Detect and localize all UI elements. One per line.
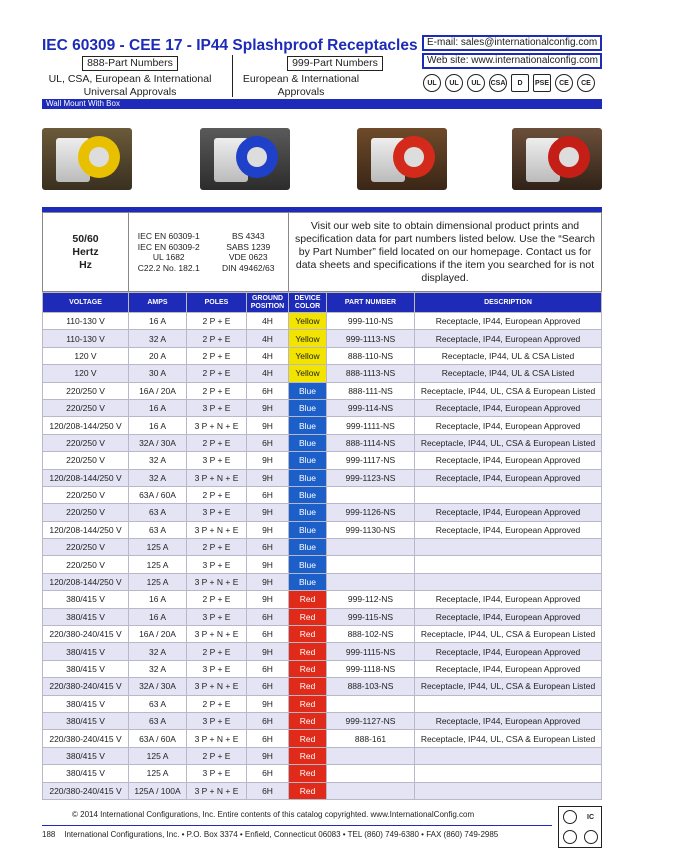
table-row [43,660,602,677]
cell-voltage: 380/415 V [43,591,129,608]
cell-poles: 3 P + E [187,660,247,677]
cell-voltage: 220/380-240/415 V [43,678,129,695]
table-row [43,782,602,799]
cell-description: Receptacle, IP44, UL & CSA Listed [415,365,602,382]
cell-poles: 3 P + E [187,504,247,521]
col-header-device-color: DEVICE COLOR [289,293,327,313]
cell-voltage: 220/250 V [43,539,129,556]
cell-ground-position: 6H [247,678,289,695]
cell-description: Receptacle, IP44, European Approved [415,330,602,347]
cell-device-color: Red [289,591,327,608]
info-header [42,212,602,292]
cell-amps: 125 A [129,747,187,764]
cell-device-color: Red [289,730,327,747]
cell-ground-position: 9H [247,573,289,590]
table-row [43,556,602,573]
cell-part-number [327,747,415,764]
cell-device-color: Blue [289,452,327,469]
table-row [43,712,602,729]
website-note: Visit our web site to obtain dimensional product prints and specification data for part numbers listed below. Use the “Search by Part Number” field located on our homepage. Contact us for data sheets and specifications if the item you searched for is not displayed. [295,219,595,284]
cert-mark-icon: UL [445,74,463,92]
cert-mark-icon: CSA [489,74,507,92]
cell-description: Receptacle, IP44, European Approved [415,521,602,538]
cell-poles: 3 P + N + E [187,573,247,590]
cell-poles: 3 P + E [187,608,247,625]
cell-voltage: 220/380-240/415 V [43,730,129,747]
cell-voltage: 380/415 V [43,608,129,625]
cell-poles: 3 P + E [187,452,247,469]
cell-part-number[interactable]: 999-115-NS [327,608,415,625]
standards-cell [129,213,289,291]
website-box[interactable]: Web site: www.internationalconfig.com [422,53,602,69]
pn-999-label: 999-Part Numbers [287,56,383,71]
col-header-poles: POLES [187,293,247,313]
header-divider [232,55,233,97]
cell-amps: 16 A [129,313,187,330]
plug-face-icon [584,830,598,844]
cell-part-number[interactable]: 888-111-NS [327,382,415,399]
cell-part-number[interactable]: 888-1114-NS [327,434,415,451]
table-row [43,399,602,416]
cell-device-color: Red [289,626,327,643]
cell-amps: 32 A [129,330,187,347]
cell-part-number [327,782,415,799]
cell-voltage: 120/208-144/250 V [43,417,129,434]
cell-ground-position: 9H [247,452,289,469]
red-receptacle-photo [512,128,602,190]
cell-device-color: Blue [289,399,327,416]
cell-amps: 16 A [129,399,187,416]
cell-part-number [327,765,415,782]
cell-ground-position: 9H [247,417,289,434]
cell-voltage: 220/250 V [43,434,129,451]
cell-voltage: 120/208-144/250 V [43,521,129,538]
cell-poles: 3 P + N + E [187,730,247,747]
cell-poles: 3 P + N + E [187,626,247,643]
table-row [43,486,602,503]
cell-device-color: Blue [289,573,327,590]
cell-poles: 3 P + E [187,556,247,573]
cell-amps: 125 A [129,556,187,573]
cell-part-number[interactable]: 888-1113-NS [327,365,415,382]
cell-poles: 2 P + E [187,382,247,399]
cell-ground-position: 9H [247,695,289,712]
cell-amps: 32A / 30A [129,678,187,695]
cell-voltage: 120 V [43,347,129,364]
cell-description: Receptacle, IP44, UL, CSA & European Listed [415,382,602,399]
table-row [43,504,602,521]
cell-device-color: Red [289,678,327,695]
cell-voltage: 380/415 V [43,765,129,782]
cell-ground-position: 9H [247,556,289,573]
cell-device-color: Blue [289,382,327,399]
cell-description [415,695,602,712]
plug-face-icon [563,810,577,824]
cell-ground-position: 6H [247,382,289,399]
table-header-row [43,293,602,313]
cell-device-color: Red [289,695,327,712]
cell-ground-position: 9H [247,747,289,764]
table-row [43,626,602,643]
cell-part-number[interactable]: 888-103-NS [327,678,415,695]
pn-888-approvals: UL, CSA, European & International Universal Approvals [48,73,212,98]
cell-device-color: Blue [289,434,327,451]
table-row [43,591,602,608]
footer-divider [42,825,552,826]
cell-device-color: Yellow [289,365,327,382]
cell-ground-position: 6H [247,765,289,782]
cell-voltage: 380/415 V [43,712,129,729]
frequency-cell: 50/60 Hertz Hz [43,213,129,291]
standards-right: BS 4343 SABS 1239 VDE 0623 DIN 49462/63 [222,231,275,273]
table-row [43,365,602,382]
table-row [43,469,602,486]
cell-device-color: Blue [289,539,327,556]
cell-description: Receptacle, IP44, European Approved [415,608,602,625]
cell-amps: 63A / 60A [129,486,187,503]
table-row [43,313,602,330]
cell-description: Receptacle, IP44, UL, CSA & European Listed [415,678,602,695]
cell-poles: 3 P + E [187,399,247,416]
table-row [43,747,602,764]
cell-part-number[interactable]: 888-110-NS [327,347,415,364]
standards-left: IEC EN 60309-1 IEC EN 60309-2 UL 1682 C22.2 No. 182.1 [137,231,200,273]
cell-amps: 16 A [129,608,187,625]
cell-ground-position: 6H [247,730,289,747]
cell-ground-position: 4H [247,365,289,382]
cell-amps: 125A / 100A [129,782,187,799]
table-row [43,643,602,660]
pn-888-label: 888-Part Numbers [82,56,178,71]
cell-ground-position: 6H [247,660,289,677]
table-row [43,573,602,590]
cell-voltage: 120/208-144/250 V [43,469,129,486]
cell-poles: 2 P + E [187,747,247,764]
cell-voltage: 220/380-240/415 V [43,782,129,799]
cell-description: Receptacle, IP44, UL, CSA & European Listed [415,730,602,747]
cell-voltage: 110-130 V [43,330,129,347]
email-box[interactable]: E-mail: sales@internationalconfig.com [422,35,602,51]
cell-description: Receptacle, IP44, European Approved [415,504,602,521]
certification-marks [423,71,595,95]
cell-device-color: Red [289,608,327,625]
cell-description [415,486,602,503]
cell-ground-position: 6H [247,782,289,799]
cell-ground-position: 6H [247,712,289,729]
cell-poles: 2 P + E [187,486,247,503]
cell-part-number[interactable]: 999-1118-NS [327,660,415,677]
cell-description: Receptacle, IP44, European Approved [415,417,602,434]
cell-amps: 16 A [129,417,187,434]
table-row [43,347,602,364]
cell-voltage: 220/250 V [43,382,129,399]
cell-amps: 125 A [129,573,187,590]
cell-amps: 16 A [129,591,187,608]
cell-description: Receptacle, IP44, UL & CSA Listed [415,347,602,364]
cert-mark-icon: UL [467,74,485,92]
cell-part-number[interactable]: 999-1123-NS [327,469,415,486]
cell-amps: 16A / 20A [129,626,187,643]
cell-part-number [327,573,415,590]
yellow-receptacle-photo [42,128,132,190]
cell-part-number[interactable]: 999-114-NS [327,399,415,416]
table-row [43,330,602,347]
cell-ground-position: 9H [247,643,289,660]
cell-description [415,765,602,782]
table-row [43,730,602,747]
cell-voltage: 220/250 V [43,504,129,521]
red-receptacle-photo [357,128,447,190]
table-row [43,539,602,556]
cell-amps: 32 A [129,643,187,660]
cell-ground-position: 6H [247,626,289,643]
cell-ground-position: 6H [247,486,289,503]
cell-device-color: Blue [289,486,327,503]
cell-part-number[interactable]: 999-1117-NS [327,452,415,469]
cell-description [415,573,602,590]
ic-logo-icon [558,806,602,848]
cell-device-color: Yellow [289,313,327,330]
cell-description: Receptacle, IP44, European Approved [415,660,602,677]
cell-poles: 3 P + N + E [187,782,247,799]
cell-amps: 32A / 30A [129,434,187,451]
cell-description: Receptacle, IP44, European Approved [415,313,602,330]
cell-amps: 63A / 60A [129,730,187,747]
cert-mark-icon: UL [423,74,441,92]
cell-description: Receptacle, IP44, European Approved [415,591,602,608]
cell-voltage: 220/250 V [43,486,129,503]
cell-ground-position: 4H [247,347,289,364]
cell-description: Receptacle, IP44, UL, CSA & European Listed [415,434,602,451]
col-header-voltage: VOLTAGE [43,293,129,313]
cell-voltage: 120/208-144/250 V [43,573,129,590]
cell-amps: 30 A [129,365,187,382]
cell-voltage: 380/415 V [43,660,129,677]
cell-part-number[interactable]: 999-1115-NS [327,643,415,660]
footer-address [42,830,498,839]
cert-mark-icon: PSE [533,74,551,92]
cell-part-number[interactable]: 999-112-NS [327,591,415,608]
cell-device-color: Blue [289,417,327,434]
table-row [43,695,602,712]
cell-device-color: Red [289,765,327,782]
cell-voltage: 220/250 V [43,452,129,469]
table-row [43,765,602,782]
cert-mark-icon: CE [555,74,573,92]
cell-description: Receptacle, IP44, European Approved [415,712,602,729]
cell-voltage: 120 V [43,365,129,382]
cell-poles: 2 P + E [187,365,247,382]
cell-ground-position: 9H [247,591,289,608]
cell-poles: 3 P + N + E [187,417,247,434]
cell-amps: 32 A [129,469,187,486]
cert-mark-icon: D [511,74,529,92]
cell-part-number[interactable]: 999-1127-NS [327,712,415,729]
cell-poles: 3 P + N + E [187,678,247,695]
cell-device-color: Blue [289,469,327,486]
cell-amps: 63 A [129,504,187,521]
cert-mark-icon: CE [577,74,595,92]
page-number: 188 [42,830,56,839]
cell-ground-position: 4H [247,313,289,330]
cell-description [415,747,602,764]
pn-999-approvals: European & International Approvals [242,73,360,98]
cell-ground-position: 9H [247,521,289,538]
company-address: International Configurations, Inc. • P.O. Box 3374 • Enfield, Connecticut 06083 • TEL (860) 749-6380 • FAX (860) 749-2985 [64,830,499,839]
cell-device-color: Blue [289,521,327,538]
cell-description [415,556,602,573]
cell-voltage: 380/415 V [43,695,129,712]
cell-ground-position: 6H [247,434,289,451]
cell-amps: 125 A [129,765,187,782]
cell-device-color: Red [289,643,327,660]
receptacle-table [42,292,602,800]
page-title: IEC 60309 - CEE 17 - IP44 Splashproof Receptacles [42,37,418,54]
cell-device-color: Yellow [289,347,327,364]
cell-amps: 20 A [129,347,187,364]
table-row [43,608,602,625]
cell-part-number[interactable]: 999-1113-NS [327,330,415,347]
cell-part-number [327,695,415,712]
copyright-line: © 2014 International Configurations, Inc. Entire contents of this catalog copyrighted. www.InternationalConfig.com [72,810,475,819]
cell-part-number[interactable]: 999-1130-NS [327,521,415,538]
cell-poles: 3 P + E [187,712,247,729]
cell-description: Receptacle, IP44, UL, CSA & European Listed [415,626,602,643]
cell-description: Receptacle, IP44, European Approved [415,643,602,660]
cell-amps: 63 A [129,712,187,729]
cell-device-color: Blue [289,504,327,521]
cell-poles: 2 P + E [187,695,247,712]
table-row [43,434,602,451]
cell-voltage: 220/250 V [43,399,129,416]
section-label: Wall Mount With Box [42,99,602,109]
cell-part-number [327,539,415,556]
cell-voltage: 380/415 V [43,747,129,764]
col-header-amps: AMPS [129,293,187,313]
table-row [43,521,602,538]
cell-part-number[interactable]: 888-161 [327,730,415,747]
cell-device-color: Yellow [289,330,327,347]
table-row [43,678,602,695]
cell-device-color: Red [289,747,327,764]
cell-poles: 2 P + E [187,313,247,330]
cell-amps: 16A / 20A [129,382,187,399]
cell-part-number[interactable]: 999-1126-NS [327,504,415,521]
cell-ground-position: 9H [247,504,289,521]
cell-amps: 32 A [129,452,187,469]
cell-description [415,782,602,799]
cell-poles: 2 P + E [187,347,247,364]
cell-voltage: 220/380-240/415 V [43,626,129,643]
cell-ground-position: 9H [247,469,289,486]
cell-device-color: Red [289,782,327,799]
cell-poles: 3 P + N + E [187,469,247,486]
cell-amps: 63 A [129,695,187,712]
cell-amps: 32 A [129,660,187,677]
blue-receptacle-photo [200,128,290,190]
cell-part-number[interactable]: 888-102-NS [327,626,415,643]
cell-voltage: 110-130 V [43,313,129,330]
cell-poles: 2 P + E [187,643,247,660]
col-header-part-number: PART NUMBER [327,293,415,313]
cell-part-number [327,486,415,503]
cell-amps: 63 A [129,521,187,538]
col-header-ground-position: GROUND POSITION [247,293,289,313]
cell-part-number[interactable]: 999-1111-NS [327,417,415,434]
cell-part-number[interactable]: 999-110-NS [327,313,415,330]
cell-description: Receptacle, IP44, European Approved [415,469,602,486]
cell-ground-position: 4H [247,330,289,347]
cell-ground-position: 6H [247,539,289,556]
cell-description: Receptacle, IP44, European Approved [415,452,602,469]
cell-poles: 2 P + E [187,434,247,451]
cell-device-color: Red [289,660,327,677]
table-row [43,382,602,399]
cell-voltage: 380/415 V [43,643,129,660]
cell-ground-position: 9H [247,399,289,416]
cell-amps: 125 A [129,539,187,556]
cell-poles: 2 P + E [187,539,247,556]
cell-poles: 3 P + N + E [187,521,247,538]
cell-device-color: Blue [289,556,327,573]
cell-poles: 3 P + E [187,765,247,782]
cell-description [415,539,602,556]
cell-ground-position: 6H [247,608,289,625]
cell-device-color: Red [289,712,327,729]
cell-poles: 2 P + E [187,591,247,608]
cell-description: Receptacle, IP44, European Approved [415,399,602,416]
table-row [43,417,602,434]
cell-voltage: 220/250 V [43,556,129,573]
ic-mark: IC [587,813,594,821]
col-header-description: DESCRIPTION [415,293,602,313]
cell-part-number [327,556,415,573]
table-row [43,452,602,469]
plug-face-icon [563,830,577,844]
cell-poles: 2 P + E [187,330,247,347]
